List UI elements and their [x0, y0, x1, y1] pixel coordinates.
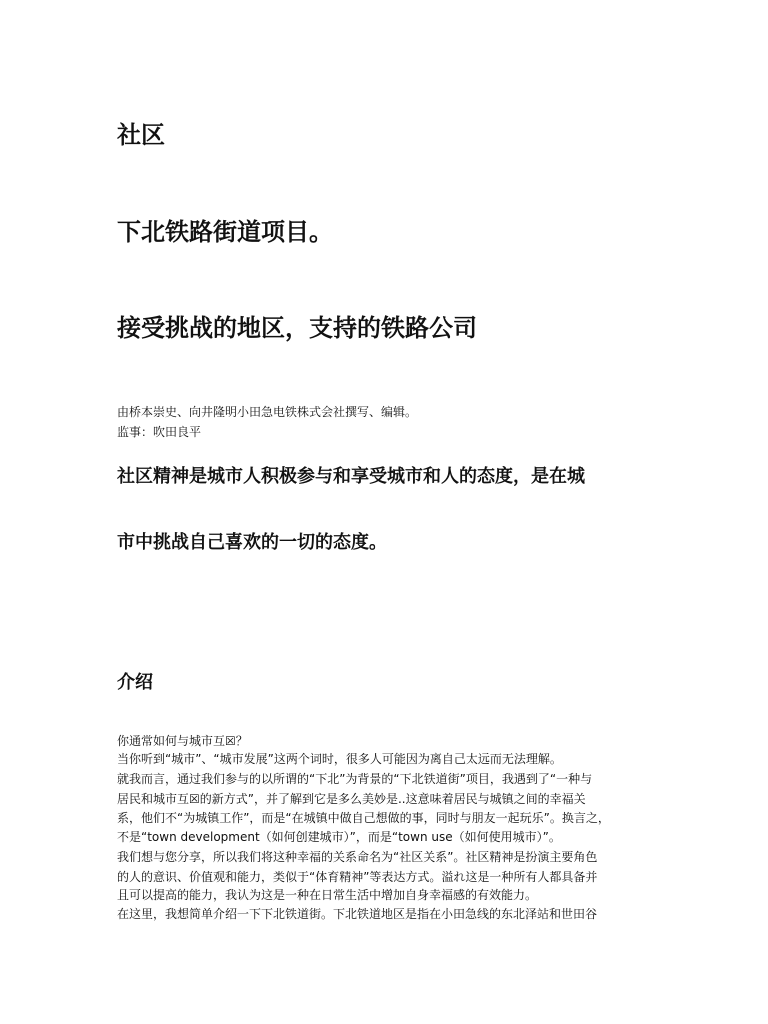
body-line: 就我而言，通过我们参与的以所谓的“下北”为背景的“下北铁道街”项目，我遇到了“一种与 — [117, 772, 593, 786]
body-line: 且可以提高的能力，我认为这是一种在日常生活中增加自身幸福感的有效能力。 — [117, 888, 538, 902]
body-line: 我们想与您分享，所以我们将这种幸福的关系命名为“社区关系”。社区精神是扮演主要角色 — [117, 850, 598, 864]
body-line: 在这里，我想简单介绍一下下北铁道街。下北铁道地区是指在小田急线的东北泽站和世田谷 — [117, 907, 598, 921]
body-line: 系，他们不“为城镇工作”，而是“在城镇中做自己想做的事，同时与朋友一起玩乐”。换言之， — [117, 811, 610, 825]
lead-paragraph-line: 市中挑战自己喜欢的一切的态度。 — [117, 532, 387, 553]
section-heading-intro: 介绍 — [117, 672, 153, 693]
title-project: 下北铁路街道项目。 — [117, 218, 333, 246]
title-community: 社区 — [117, 121, 165, 149]
body-line: 的人的意识、价值观和能力，类似于“体育精神”等表达方式。溢れ这是一种所有人都具备并 — [117, 870, 598, 884]
body-line: 居民和城市互☒的新方式”，并了解到它是多么美妙是..这意味着居民与城镇之间的幸福关 — [117, 792, 586, 806]
body-line: 不是“town development（如何创建城市）”，而是“town use（如何使用城市）”。 — [117, 830, 561, 844]
lead-paragraph-line: 社区精神是城市人积极参与和享受城市和人的态度，是在城 — [117, 466, 585, 487]
credit-supervisor: 监事：吹田良平 — [117, 425, 202, 439]
body-line: 你通常如何与城市互☒？ — [117, 734, 248, 748]
credit-authors: 由桥本崇史、向井隆明小田急电铁株式会社撰写、编辑。 — [117, 405, 418, 419]
body-line: 当你听到“城市”、“城市发展”这两个词时，很多人可能因为离自己太远而无法理解。 — [117, 752, 562, 766]
title-subtitle: 接受挑战的地区，支持的铁路公司 — [117, 314, 477, 342]
